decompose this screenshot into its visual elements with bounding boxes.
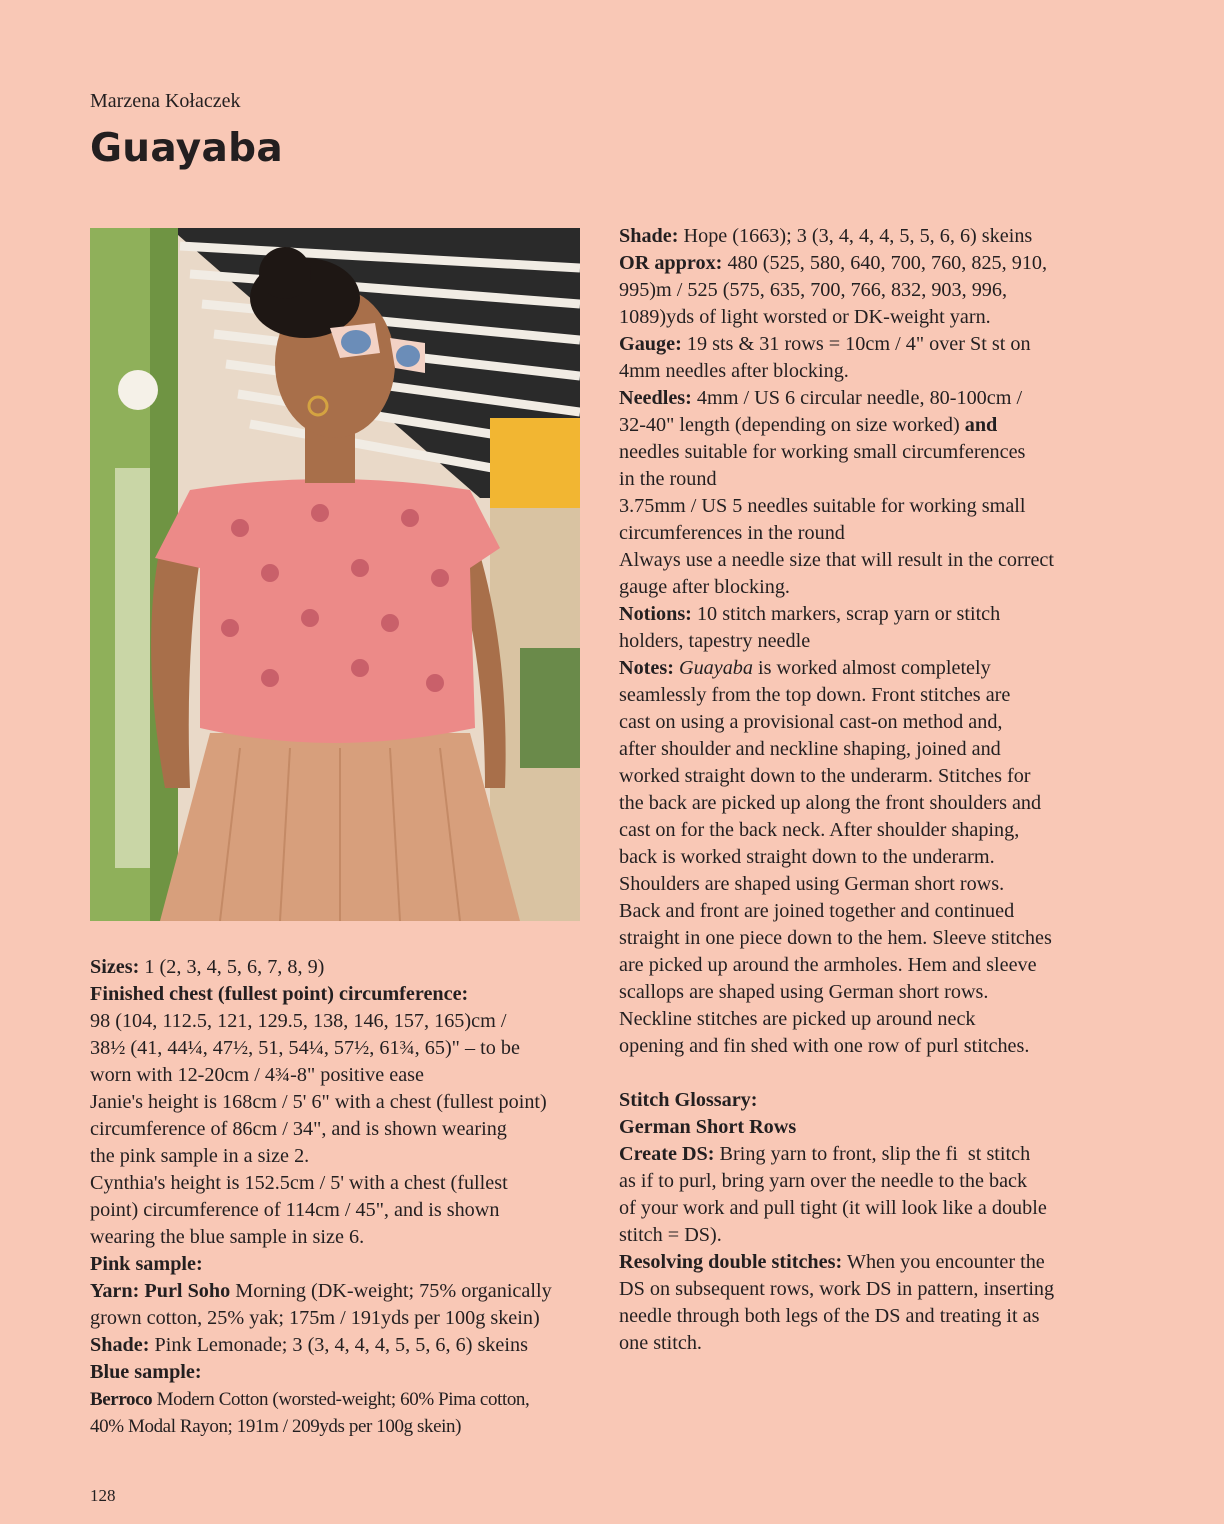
create-ds-line-1: Bring yarn to front, slip the fi st stitch [714,1143,1031,1165]
chest-line-2: 38½ (41, 44¼, 47½, 51, 54¼, 57½, 61¾, 65)" – to be [90,1037,520,1059]
needles-line-6: circumferences in the round [619,522,845,544]
notes-line-5: worked straight down to the underarm. Stitches for [619,765,1031,787]
berroco-label: Berroco [90,1389,153,1410]
notes-line-6: the back are picked up along the front shoulders and [619,792,1042,814]
or-line-2: 995)m / 525 (575, 635, 700, 766, 832, 903, 996, [619,279,1008,301]
sizes-column [90,954,590,1440]
resolving-line-4: one stitch. [619,1332,702,1354]
notes-line-10: Back and front are joined together and continued [619,900,1015,922]
or-line-1: 480 (525, 580, 640, 700, 760, 825, 910, [722,252,1048,274]
shade-value: Hope (1663); 3 (3, 4, 4, 4, 5, 5, 6, 6) skeins [678,225,1033,247]
page-number: 128 [90,1486,116,1505]
berroco-line-2: 40% Modal Rayon; 191m / 209yds per 100g skein) [90,1416,462,1437]
notes-line-1: is worked almost completely [753,657,991,679]
yellow-umbrella [490,418,580,508]
needles-line-2: 32-40" length (depending on size worked) [619,414,965,436]
janie-line-3: the pink sample in a size 2. [90,1145,310,1167]
section-gap [619,1060,1119,1087]
notes-line-13: scallops are shaped using German short rows. [619,981,989,1003]
needles-line-3: needles suitable for working small circumferences [619,441,1026,463]
model-photo [90,228,580,921]
materials-column [619,223,1119,1357]
stitch-glossary-label: Stitch Glossary: [619,1089,758,1111]
resolving-line-3: needle through both legs of the DS and treating it as [619,1305,1040,1327]
notes-line-7: cast on for the back neck. After shoulder shaping, [619,819,1020,841]
notes-line-14: Neckline stitches are picked up around neck [619,1008,976,1030]
resolving-line-2: DS on subsequent rows, work DS in pattern, inserting [619,1278,1055,1300]
pink-knit-top [155,479,500,743]
cynthia-line-3: wearing the blue sample in size 6. [90,1226,365,1248]
lamp [118,370,158,410]
yarn-label: Yarn: Purl Soho [90,1280,231,1302]
cynthia-line-1: Cynthia's height is 152.5cm / 5' with a chest (fullest [90,1172,508,1194]
notes-line-15: opening and fin shed with one row of purl stitches. [619,1035,1030,1057]
needles-and: and [964,414,998,436]
needles-line-4: in the round [619,468,717,490]
janie-line-1: Janie's height is 168cm / 5' 6" with a chest (fullest point) [90,1091,547,1113]
blue-sample-label: Blue sample: [90,1361,202,1383]
chest-line-1: 98 (104, 112.5, 121, 129.5, 138, 146, 157, 165)cm / [90,1010,507,1032]
needles-line-5: 3.75mm / US 5 needles suitable for working small [619,495,1026,517]
gauge-line-2: 4mm needles after blocking. [619,360,849,382]
notions-line-2: holders, tapestry needle [619,630,811,652]
notions-line-1: 10 stitch markers, scrap yarn or stitch [691,603,1001,625]
gauge-line-1: 19 sts & 31 rows = 10cm / 4" over St st on [681,333,1031,355]
notes-label: Notes: [619,657,674,679]
notes-line-12: are picked up around the armholes. Hem and sleeve [619,954,1037,976]
cynthia-line-2: point) circumference of 114cm / 45", and is shown [90,1199,500,1221]
notes-title-italic: Guayaba [678,657,753,679]
create-ds-line-2: as if to purl, bring yarn over the needle to the back [619,1170,1028,1192]
notions-label: Notions: [619,603,692,625]
resolving-label: Resolving double stitches: [619,1251,843,1273]
notes-line-8: back is worked straight down to the underarm. [619,846,995,868]
sizes-value: 1 (2, 3, 4, 5, 6, 7, 8, 9) [139,956,325,978]
german-short-rows-label: German Short Rows [619,1116,797,1138]
notes-line-11: straight in one piece down to the hem. Sleeve stitches [619,927,1052,949]
pink-sample-label: Pink sample: [90,1253,203,1275]
pink-shade-label: Shade: [90,1334,150,1356]
needles-line-7: Always use a needle size that will result in the correct [619,549,1054,571]
needles-line-1: 4mm / US 6 circular needle, 80-100cm / [691,387,1023,409]
chest-label: Finished chest (fullest point) circumference: [90,983,469,1005]
notes-line-3: cast on using a provisional cast-on method and, [619,711,1003,733]
needles-line-8: gauge after blocking. [619,576,790,598]
model-photo-illustration [90,228,580,921]
needles-label: Needles: [619,387,692,409]
notes-line-4: after shoulder and neckline shaping, joined and [619,738,1001,760]
or-approx-label: OR approx: [619,252,723,274]
create-ds-label: Create DS: [619,1143,715,1165]
chest-line-3: worn with 12-20cm / 4¾-8" positive ease [90,1064,424,1086]
notes-line-9: Shoulders are shaped using German short rows. [619,873,1005,895]
author-name: Marzena Kołaczek [90,90,241,112]
pink-shade-value: Pink Lemonade; 3 (3, 4, 4, 4, 5, 5, 6, 6) skeins [149,1334,528,1356]
create-ds-line-4: stitch = DS). [619,1224,722,1246]
sizes-label: Sizes: [90,956,140,978]
yarn-line-2: grown cotton, 25% yak; 175m / 191yds per 100g skein) [90,1307,540,1329]
yarn-line-1: Morning (DK-weight; 75% organically [230,1280,552,1302]
create-ds-line-3: of your work and pull tight (it will look like a double [619,1197,1047,1219]
shade-label: Shade: [619,225,679,247]
resolving-line-1: When you encounter the [842,1251,1045,1273]
or-line-3: 1089)yds of light worsted or DK-weight yarn. [619,306,991,328]
janie-line-2: circumference of 86cm / 34", and is shown wearing [90,1118,507,1140]
gauge-label: Gauge: [619,333,682,355]
pattern-title: Guayaba [90,126,283,171]
berroco-line-1: Modern Cotton (worsted-weight; 60% Pima cotton, [152,1389,530,1410]
notes-line-2: seamlessly from the top down. Front stitches are [619,684,1011,706]
